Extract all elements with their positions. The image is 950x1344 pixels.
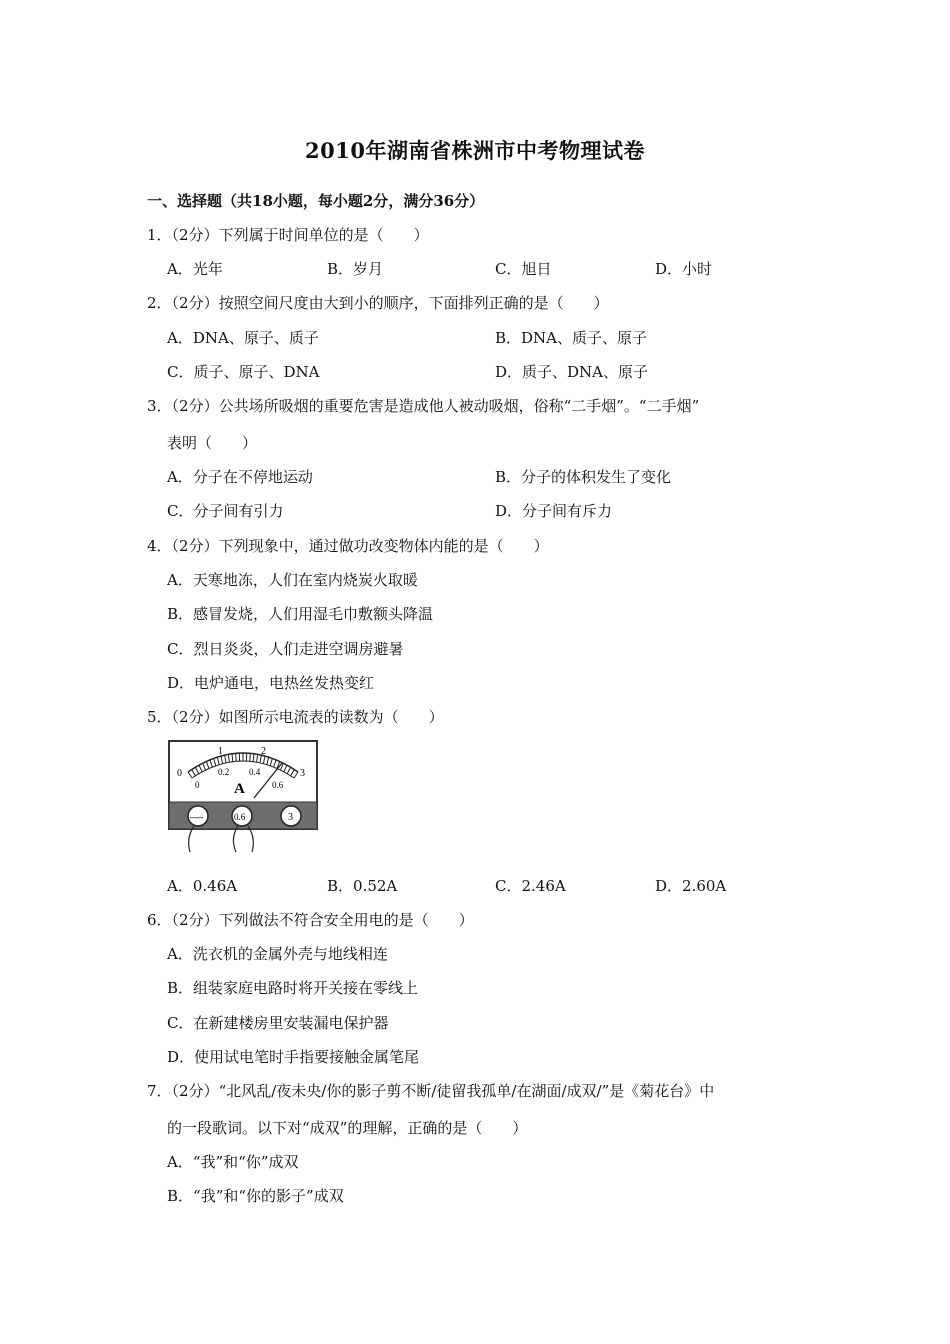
scale-tick xyxy=(236,753,237,761)
question-1-stem: 1．（2分）下列属于时间单位的是（ ） xyxy=(147,226,429,244)
q7-option-b: B．“我”和“你的影子”成双 xyxy=(167,1187,344,1205)
scale-tick xyxy=(250,753,251,761)
q2-option-c: C．质子、原子、DNA xyxy=(167,363,320,381)
q7-option-a: A．“我”和“你”成双 xyxy=(167,1153,299,1171)
section-heading: 一、选择题（共18小题，每小题2分，满分36分） xyxy=(147,192,485,210)
terminal-0-6-label: 0.6 xyxy=(234,812,246,822)
q4-option-b: B．感冒发烧，人们用湿毛巾敷额头降温 xyxy=(167,605,434,623)
question-6-stem: 6．（2分）下列做法不符合安全用电的是（ ） xyxy=(147,911,474,929)
lower-tick-0-6: 0.6 xyxy=(272,780,284,790)
lower-tick-0-2: 0.2 xyxy=(218,767,230,777)
terminal-3-label: 3 xyxy=(288,812,293,823)
q2-option-d: D．质子、DNA、原子 xyxy=(495,363,649,381)
q5-option-d: D．2.60A xyxy=(655,877,727,895)
question-4-stem: 4．（2分）下列现象中，通过做功改变物体内能的是（ ） xyxy=(147,537,549,555)
q3-option-d: D．分子间有斥力 xyxy=(495,502,613,520)
question-7-stem-continued: 的一段歌词。以下对“成双”的理解，正确的是（ ） xyxy=(167,1119,528,1137)
q1-option-d: D．小时 xyxy=(655,260,713,278)
ammeter-figure xyxy=(166,738,326,860)
q3-option-b: B．分子的体积发生了变化 xyxy=(495,468,672,486)
q2-option-b: B．DNA、质子、原子 xyxy=(495,329,648,347)
q6-option-d: D．使用试电笔时手指要接触金属笔尾 xyxy=(167,1048,420,1066)
q4-option-d: D．电炉通电，电热丝发热变红 xyxy=(167,674,375,692)
upper-tick-2: 2 xyxy=(261,746,266,757)
unit-label: A xyxy=(234,781,245,797)
question-3-stem: 3．（2分）公共场所吸烟的重要危害是造成他人被动吸烟，俗称“二手烟”。“二手烟” xyxy=(147,397,700,415)
q1-option-b: B．岁月 xyxy=(327,260,384,278)
q6-option-a: A．洗衣机的金属外壳与地线相连 xyxy=(167,945,388,963)
q3-option-c: C．分子间有引力 xyxy=(167,502,284,520)
q4-option-c: C．烈日炎炎，人们走进空调房避暑 xyxy=(167,640,404,658)
q1-option-a: A．光年 xyxy=(167,260,223,278)
right-end-3: 3 xyxy=(300,768,305,779)
left-zero-upper: 0 xyxy=(177,768,182,779)
page-title: 2010年湖南省株洲市中考物理试卷 xyxy=(305,138,645,163)
q5-option-c: C．2.46A xyxy=(495,877,566,895)
question-7-stem: 7．（2分）“北风乱/夜未央/你的影子剪不断/徒留我孤单/在湖面/成双/”是《菊花台》中 xyxy=(147,1082,715,1100)
question-5-stem: 5．（2分）如图所示电流表的读数为（ ） xyxy=(147,708,444,726)
q3-option-a: A．分子在不停地运动 xyxy=(167,468,313,486)
left-zero-lower: 0 xyxy=(195,780,200,790)
q2-option-a: A．DNA、原子、质子 xyxy=(167,329,319,347)
q5-option-b: B．0.52A xyxy=(327,877,398,895)
q5-option-a: A．0.46A xyxy=(167,877,238,895)
question-2-stem: 2．（2分）按照空间尺度由大到小的顺序，下面排列正确的是（ ） xyxy=(147,294,609,312)
q1-option-c: C．旭日 xyxy=(495,260,552,278)
q6-option-b: B．组装家庭电路时将开关接在零线上 xyxy=(167,979,419,997)
q6-option-c: C．在新建楼房里安装漏电保护器 xyxy=(167,1014,389,1032)
question-3-stem-continued: 表明（ ） xyxy=(167,434,258,452)
terminal-negative-label: — xyxy=(190,809,203,824)
lower-tick-0-4: 0.4 xyxy=(249,767,261,777)
upper-tick-1: 1 xyxy=(218,746,223,757)
q4-option-a: A．天寒地冻，人们在室内烧炭火取暖 xyxy=(167,571,418,589)
